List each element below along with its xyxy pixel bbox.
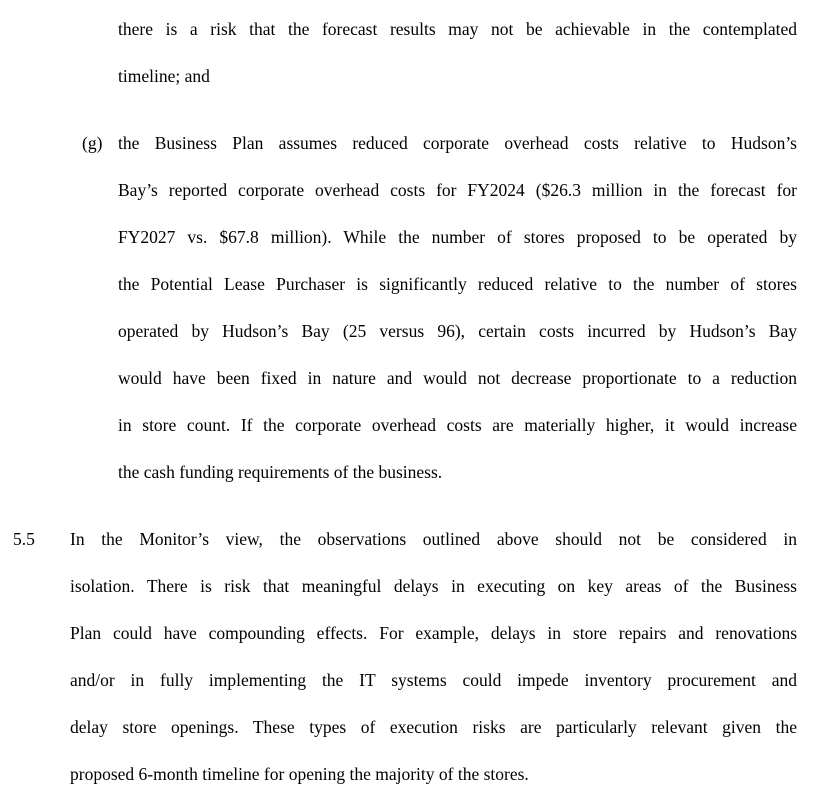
- paragraph-item-g-body: [118, 120, 797, 496]
- text-line: operated by Hudson’s Bay (25 versus 96), certain costs incurred by Hudson’s Bay: [118, 321, 797, 341]
- text-line: there is a risk that the forecast results may not be achievable in the contemplated: [118, 19, 797, 39]
- text-line: the Business Plan assumes reduced corporate overhead costs relative to Hudson’s: [118, 133, 797, 153]
- paragraph-item-g: [82, 120, 797, 496]
- text-line: would have been fixed in nature and would not decrease proportionate to a reduction: [118, 368, 797, 388]
- text-line: isolation. There is risk that meaningful delays in executing on key areas of the Business: [70, 576, 797, 596]
- section-number-5-5: 5.5: [13, 529, 35, 549]
- paragraph-5-5: [13, 516, 797, 798]
- paragraph-item-f-continuation: [118, 6, 797, 100]
- text-line: proposed 6-month timeline for opening the majority of the stores.: [70, 764, 529, 784]
- text-line: the Potential Lease Purchaser is significantly reduced relative to the number of stores: [118, 274, 797, 294]
- text-line: Bay’s reported corporate overhead costs for FY2024 ($26.3 million in the forecast for: [118, 180, 797, 200]
- text-line: FY2027 vs. $67.8 million). While the number of stores proposed to be operated by: [118, 227, 797, 247]
- text-line: timeline; and: [118, 66, 210, 86]
- text-line: the cash funding requirements of the business.: [118, 462, 443, 482]
- text-line: Plan could have compounding effects. For example, delays in store repairs and renovations: [70, 623, 797, 643]
- text-line: in store count. If the corporate overhead costs are materially higher, it would increase: [118, 415, 797, 435]
- text-line: delay store openings. These types of execution risks are particularly relevant given the: [70, 717, 797, 737]
- paragraph-5-5-body: [70, 516, 797, 798]
- text-line: In the Monitor’s view, the observations outlined above should not be considered in: [70, 529, 797, 549]
- text-line: and/or in fully implementing the IT systems could impede inventory procurement and: [70, 670, 797, 690]
- item-g-label: (g): [82, 133, 103, 153]
